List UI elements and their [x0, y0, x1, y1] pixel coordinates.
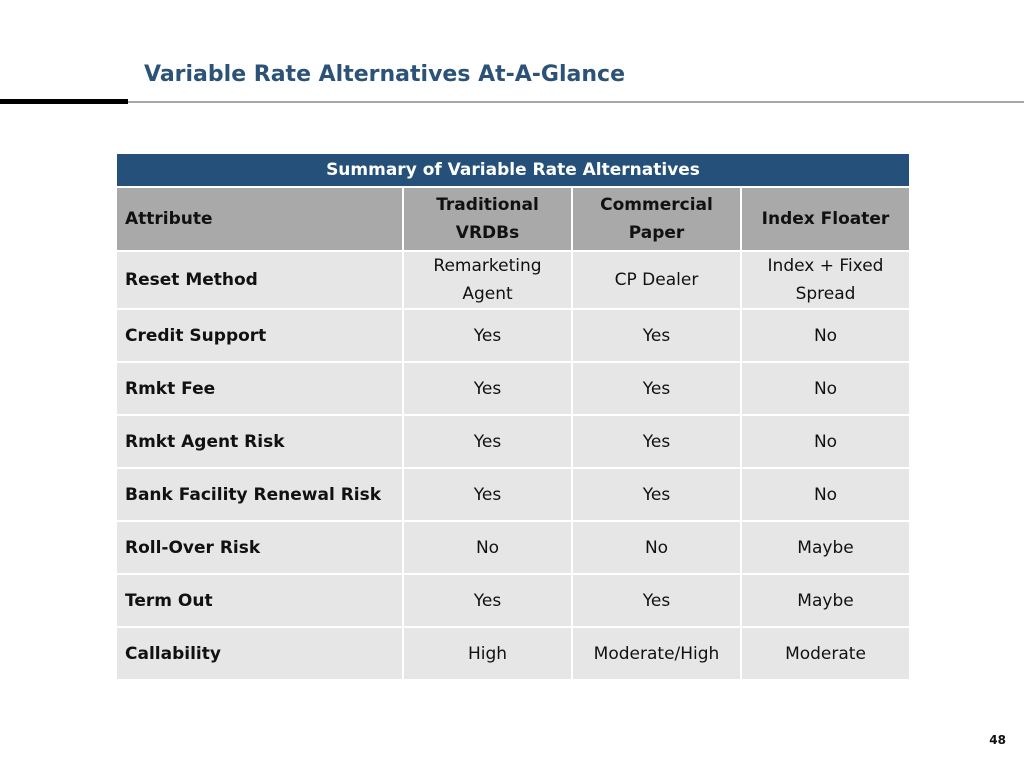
cell-text-line2: Agent — [462, 284, 513, 304]
header-commercial-paper-line2: Paper — [628, 223, 685, 243]
row-attribute: Bank Facility Renewal Risk — [116, 468, 403, 521]
row-attribute: Term Out — [116, 574, 403, 627]
table-row — [116, 309, 910, 362]
cell-index-floater: No — [741, 362, 910, 415]
cell-commercial-paper: Yes — [572, 362, 741, 415]
cell-commercial-paper: Moderate/High — [572, 627, 741, 680]
cell-traditional-vrdbs — [403, 251, 572, 309]
table-row — [116, 415, 910, 468]
cell-traditional-vrdbs: Yes — [403, 309, 572, 362]
slide-title: Variable Rate Alternatives At-A-Glance — [144, 62, 625, 87]
summary-table — [115, 152, 911, 681]
cell-commercial-paper: Yes — [572, 574, 741, 627]
cell-traditional-vrdbs: Yes — [403, 574, 572, 627]
header-commercial-paper — [572, 187, 741, 251]
title-divider-line — [128, 101, 1024, 103]
row-attribute: Rmkt Agent Risk — [116, 415, 403, 468]
cell-index-floater: Maybe — [741, 521, 910, 574]
cell-commercial-paper: Yes — [572, 468, 741, 521]
cell-commercial-paper: Yes — [572, 415, 741, 468]
cell-index-floater — [741, 251, 910, 309]
header-index-floater: Index Floater — [741, 187, 910, 251]
table-row — [116, 521, 910, 574]
header-commercial-paper-line1: Commercial — [600, 195, 713, 215]
table-row — [116, 574, 910, 627]
row-attribute: Reset Method — [116, 251, 403, 309]
table-caption: Summary of Variable Rate Alternatives — [116, 153, 910, 187]
table-row — [116, 627, 910, 680]
cell-traditional-vrdbs: Yes — [403, 468, 572, 521]
header-traditional-vrdbs-line1: Traditional — [436, 195, 539, 215]
table-row — [116, 468, 910, 521]
row-attribute: Roll-Over Risk — [116, 521, 403, 574]
table-row — [116, 251, 910, 309]
cell-index-floater: No — [741, 309, 910, 362]
row-attribute: Callability — [116, 627, 403, 680]
cell-text-line1: Index + Fixed — [767, 256, 884, 276]
cell-commercial-paper: CP Dealer — [572, 251, 741, 309]
cell-text-line1: Remarketing — [433, 256, 542, 276]
header-attribute: Attribute — [116, 187, 403, 251]
cell-index-floater: No — [741, 468, 910, 521]
cell-traditional-vrdbs: High — [403, 627, 572, 680]
cell-traditional-vrdbs: Yes — [403, 415, 572, 468]
header-traditional-vrdbs-line2: VRDBs — [455, 223, 520, 243]
row-attribute: Rmkt Fee — [116, 362, 403, 415]
header-traditional-vrdbs — [403, 187, 572, 251]
title-accent-bar — [0, 99, 128, 104]
cell-traditional-vrdbs: No — [403, 521, 572, 574]
table-header-row — [116, 187, 910, 251]
cell-index-floater: Maybe — [741, 574, 910, 627]
cell-index-floater: Moderate — [741, 627, 910, 680]
cell-text-line2: Spread — [795, 284, 856, 304]
table-row — [116, 362, 910, 415]
page-number: 48 — [989, 733, 1006, 747]
cell-commercial-paper: Yes — [572, 309, 741, 362]
cell-traditional-vrdbs: Yes — [403, 362, 572, 415]
table-caption-row — [116, 153, 910, 187]
cell-commercial-paper: No — [572, 521, 741, 574]
row-attribute: Credit Support — [116, 309, 403, 362]
cell-index-floater: No — [741, 415, 910, 468]
